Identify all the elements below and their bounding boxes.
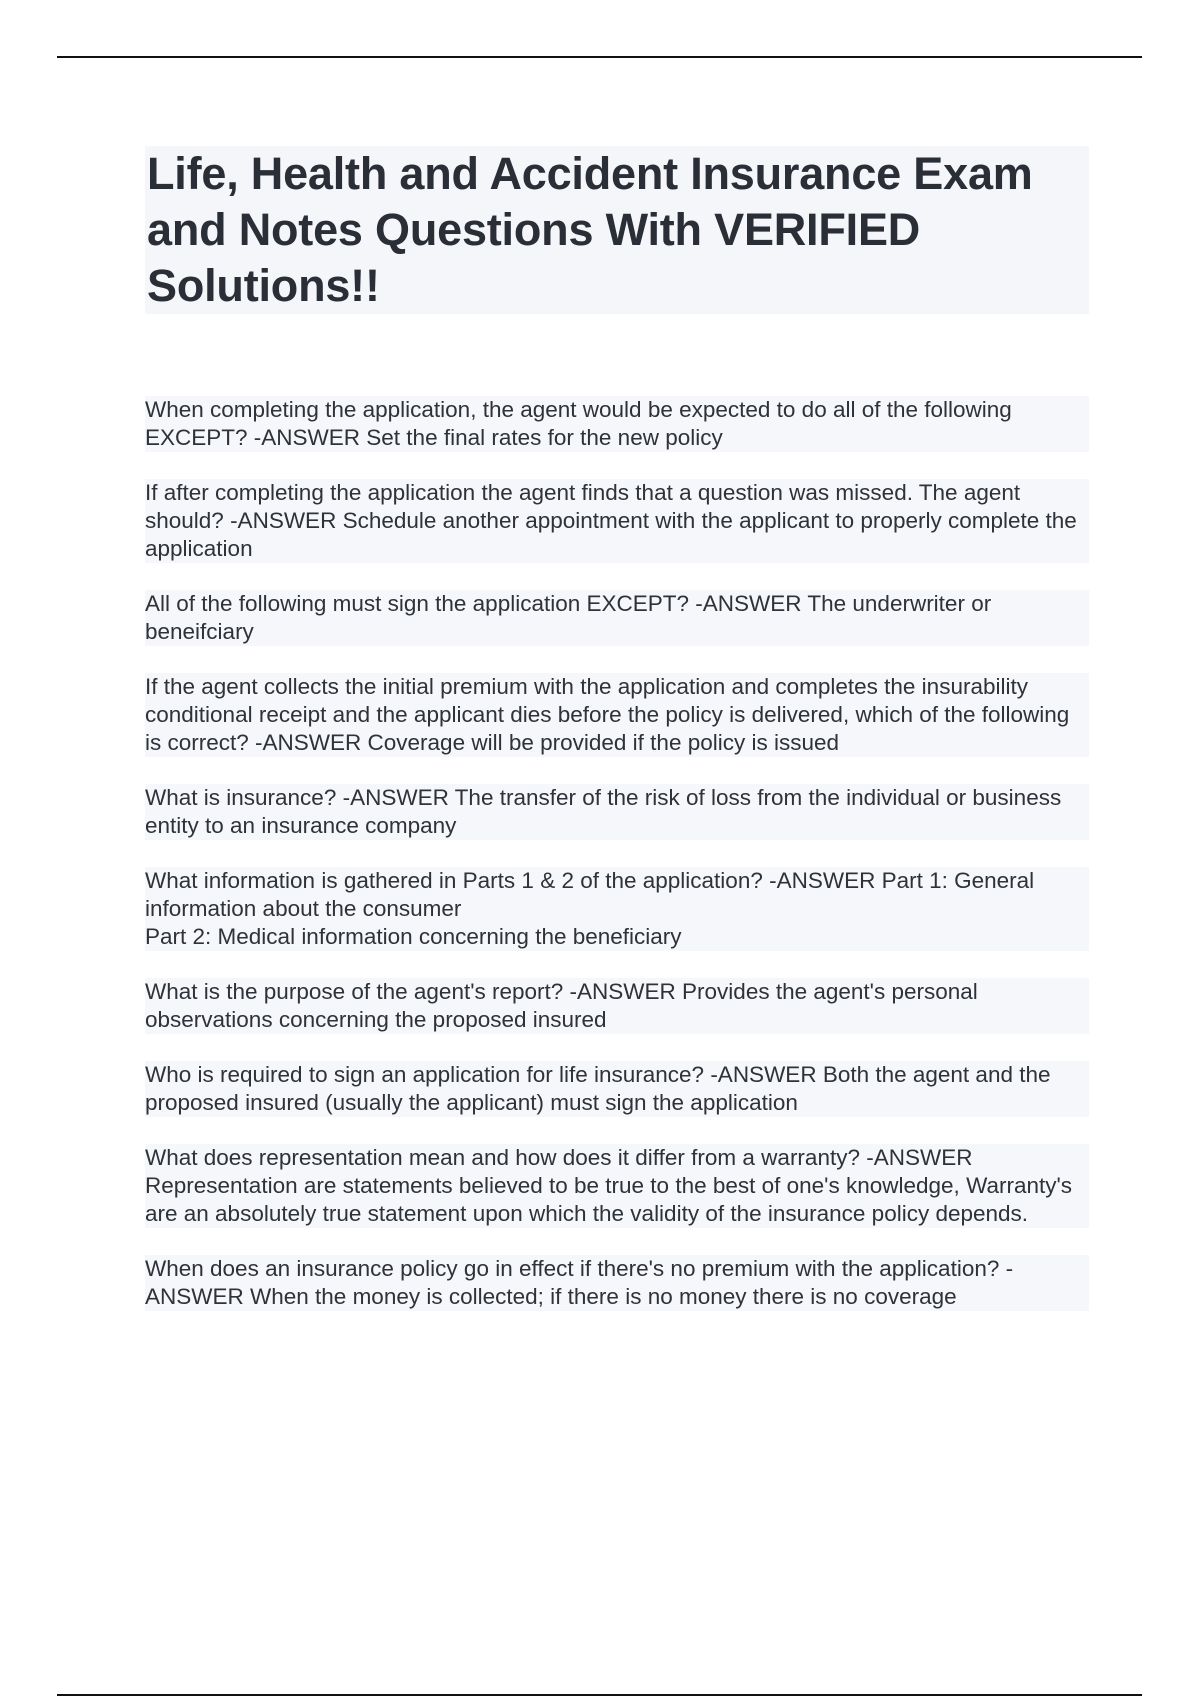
- title-block: [145, 146, 1089, 314]
- document-title: Life, Health and Accident Insurance Exam and Notes Questions With VERIFIED Solutions!!: [147, 148, 1033, 311]
- qa-text: What does representation mean and how does it differ from a warranty? -ANSWER Representation are statements believed to be true to the best of one's knowledge, Warranty's are an absolutely true statement upon which the validity of the insurance policy depends.: [145, 1144, 1089, 1228]
- qa-item: [145, 396, 1089, 452]
- qa-list: [145, 396, 1089, 1338]
- qa-text: What information is gathered in Parts 1 & 2 of the application? -ANSWER Part 1: General information about the consumer: [145, 867, 1089, 923]
- qa-text: All of the following must sign the application EXCEPT? -ANSWER The underwriter or beneifciary: [145, 590, 1089, 646]
- qa-item: [145, 590, 1089, 646]
- qa-text: When completing the application, the agent would be expected to do all of the following EXCEPT? -ANSWER Set the final rates for the new policy: [145, 396, 1089, 452]
- qa-item: [145, 479, 1089, 563]
- qa-text-continued: Part 2: Medical information concerning the beneficiary: [145, 923, 1089, 951]
- qa-text: What is the purpose of the agent's report? -ANSWER Provides the agent's personal observations concerning the proposed insured: [145, 978, 1089, 1034]
- qa-text: If after completing the application the agent finds that a question was missed. The agent should? -ANSWER Schedule another appointment with the applicant to properly complete the application: [145, 479, 1089, 563]
- qa-text: When does an insurance policy go in effect if there's no premium with the application? -ANSWER When the money is collected; if there is no money there is no coverage: [145, 1255, 1089, 1311]
- qa-item: [145, 784, 1089, 840]
- qa-item: [145, 1255, 1089, 1311]
- qa-text: Who is required to sign an application for life insurance? -ANSWER Both the agent and the proposed insured (usually the applicant) must sign the application: [145, 1061, 1089, 1117]
- qa-text: What is insurance? -ANSWER The transfer of the risk of loss from the individual or business entity to an insurance company: [145, 784, 1089, 840]
- qa-item: [145, 1061, 1089, 1117]
- bottom-rule: [57, 1694, 1142, 1696]
- qa-item: [145, 673, 1089, 757]
- qa-item: [145, 978, 1089, 1034]
- qa-item: [145, 1144, 1089, 1228]
- qa-text: If the agent collects the initial premium with the application and completes the insurability conditional receipt and the applicant dies before the policy is delivered, which of the following is correct? -ANSWER Coverage will be provided if the policy is issued: [145, 673, 1089, 757]
- top-rule: [57, 56, 1142, 58]
- qa-item: [145, 867, 1089, 951]
